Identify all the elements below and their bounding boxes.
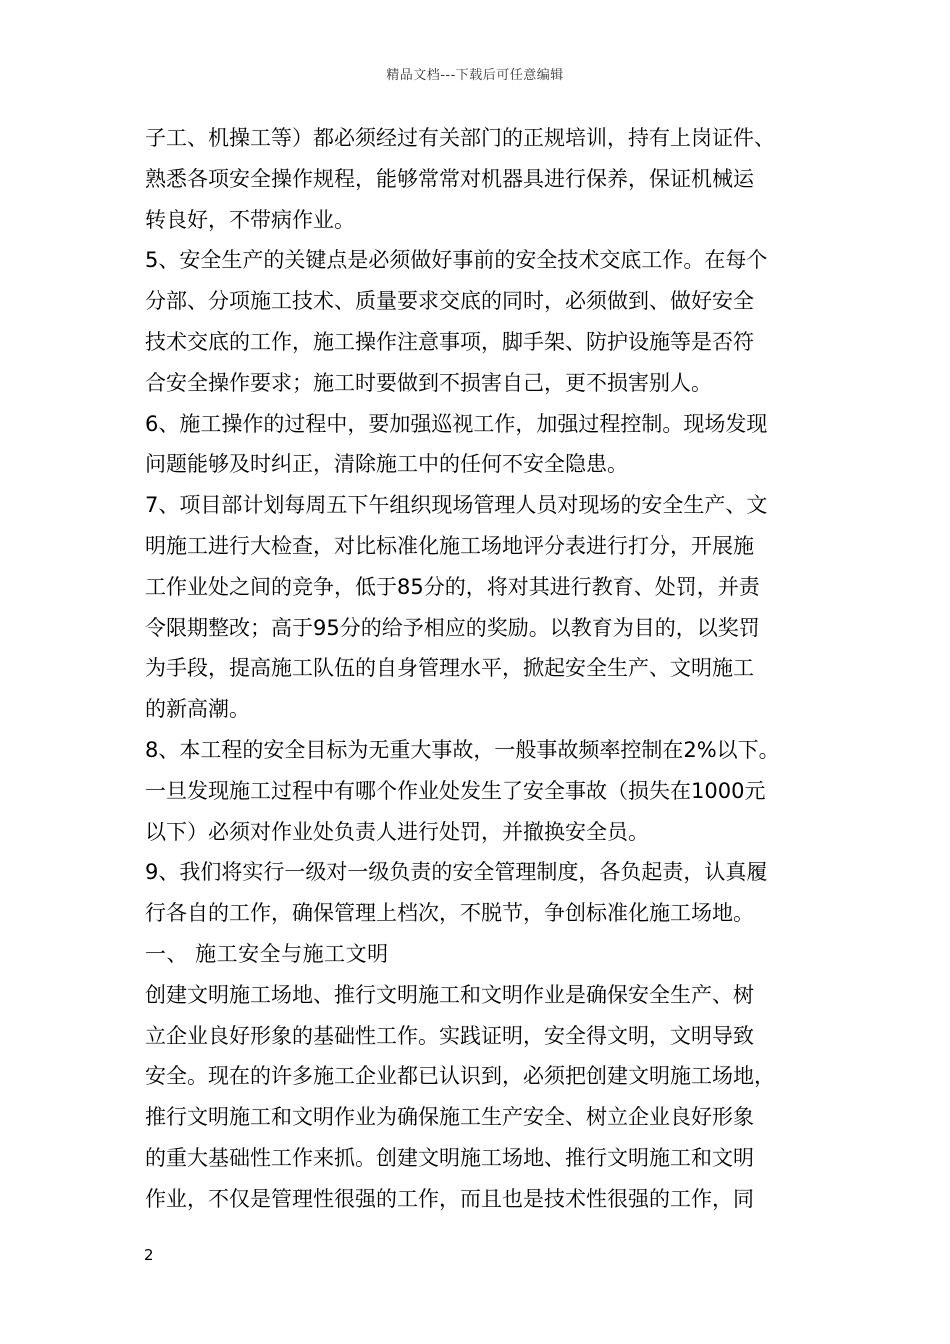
text-line: 推行文明施工和文明作业为确保施工生产安全、树立企业良好形象 xyxy=(145,1105,754,1130)
document-header: 精品文档---下载后可任意编辑 xyxy=(386,68,564,83)
text-line: 8、本工程的安全目标为无重大事故，一般事故频率控制在2%以下。 xyxy=(145,737,780,762)
text-line: 立企业良好形象的基础性工作。实践证明，安全得文明，文明导致 xyxy=(145,1023,754,1048)
text-line: 的重大基础性工作来抓。创建文明施工场地、推行文明施工和文明 xyxy=(145,1145,754,1170)
text-line: 工作业处之间的竞争，低于85分的，将对其进行教育、处罚，并责 xyxy=(145,574,760,599)
text-line: 7、项目部计划每周五下午组织现场管理人员对现场的安全生产、文 xyxy=(145,493,768,518)
text-line: 子工、机操工等）都必须经过有关部门的正规培训，持有上岗证件、 xyxy=(145,126,775,150)
text-line: 9、我们将实行一级对一级负责的安全管理制度，各负起责，认真履 xyxy=(145,860,768,885)
text-line: 为手段，提高施工队伍的自身管理水平，掀起安全生产、文明施工 xyxy=(145,656,754,681)
text-line: 技术交底的工作，施工操作注意事项，脚手架、防护设施等是否符 xyxy=(145,329,754,354)
text-line: 作业，不仅是管理性很强的工作，而且也是技术性很强的工作，同 xyxy=(145,1186,754,1211)
text-line: 问题能够及时纠正，清除施工中的任何不安全隐患。 xyxy=(145,452,628,477)
text-line: 熟悉各项安全操作规程，能够常常对机器具进行保养，保证机械运 xyxy=(145,166,754,191)
section-heading: 一、 施工安全与施工文明 xyxy=(145,941,389,966)
text-line: 转良好，不带病作业。 xyxy=(145,207,355,232)
page-number: 2 xyxy=(144,1246,154,1264)
text-line: 分部、分项施工技术、质量要求交底的同时，必须做到、做好安全 xyxy=(145,289,754,314)
text-line: 6、施工操作的过程中，要加强巡视工作，加强过程控制。现场发现 xyxy=(145,411,768,436)
text-line: 行各自的工作，确保管理上档次，不脱节，争创标准化施工场地。 xyxy=(145,901,754,926)
text-line: 的新高潮。 xyxy=(145,697,250,722)
text-line: 一旦发现施工过程中有哪个作业处发生了安全事故（损失在1000元 xyxy=(145,778,766,803)
document-body xyxy=(145,118,825,1220)
text-line: 安全。现在的许多施工企业都已认识到，必须把创建文明施工场地， xyxy=(145,1064,775,1089)
text-line: 创建文明施工场地、推行文明施工和文明作业是确保安全生产、树 xyxy=(145,982,754,1007)
text-line: 合安全操作要求；施工时要做到不损害自己，更不损害别人。 xyxy=(145,370,712,395)
text-line: 以下）必须对作业处负责人进行处罚，并撤换安全员。 xyxy=(145,819,649,844)
text-line: 明施工进行大检查，对比标准化施工场地评分表进行打分，开展施 xyxy=(145,533,754,558)
text-line: 令限期整改；高于95分的给予相应的奖励。以教育为目的，以奖罚 xyxy=(145,615,760,640)
text-line: 5、安全生产的关键点是必须做好事前的安全技术交底工作。在每个 xyxy=(145,248,768,273)
